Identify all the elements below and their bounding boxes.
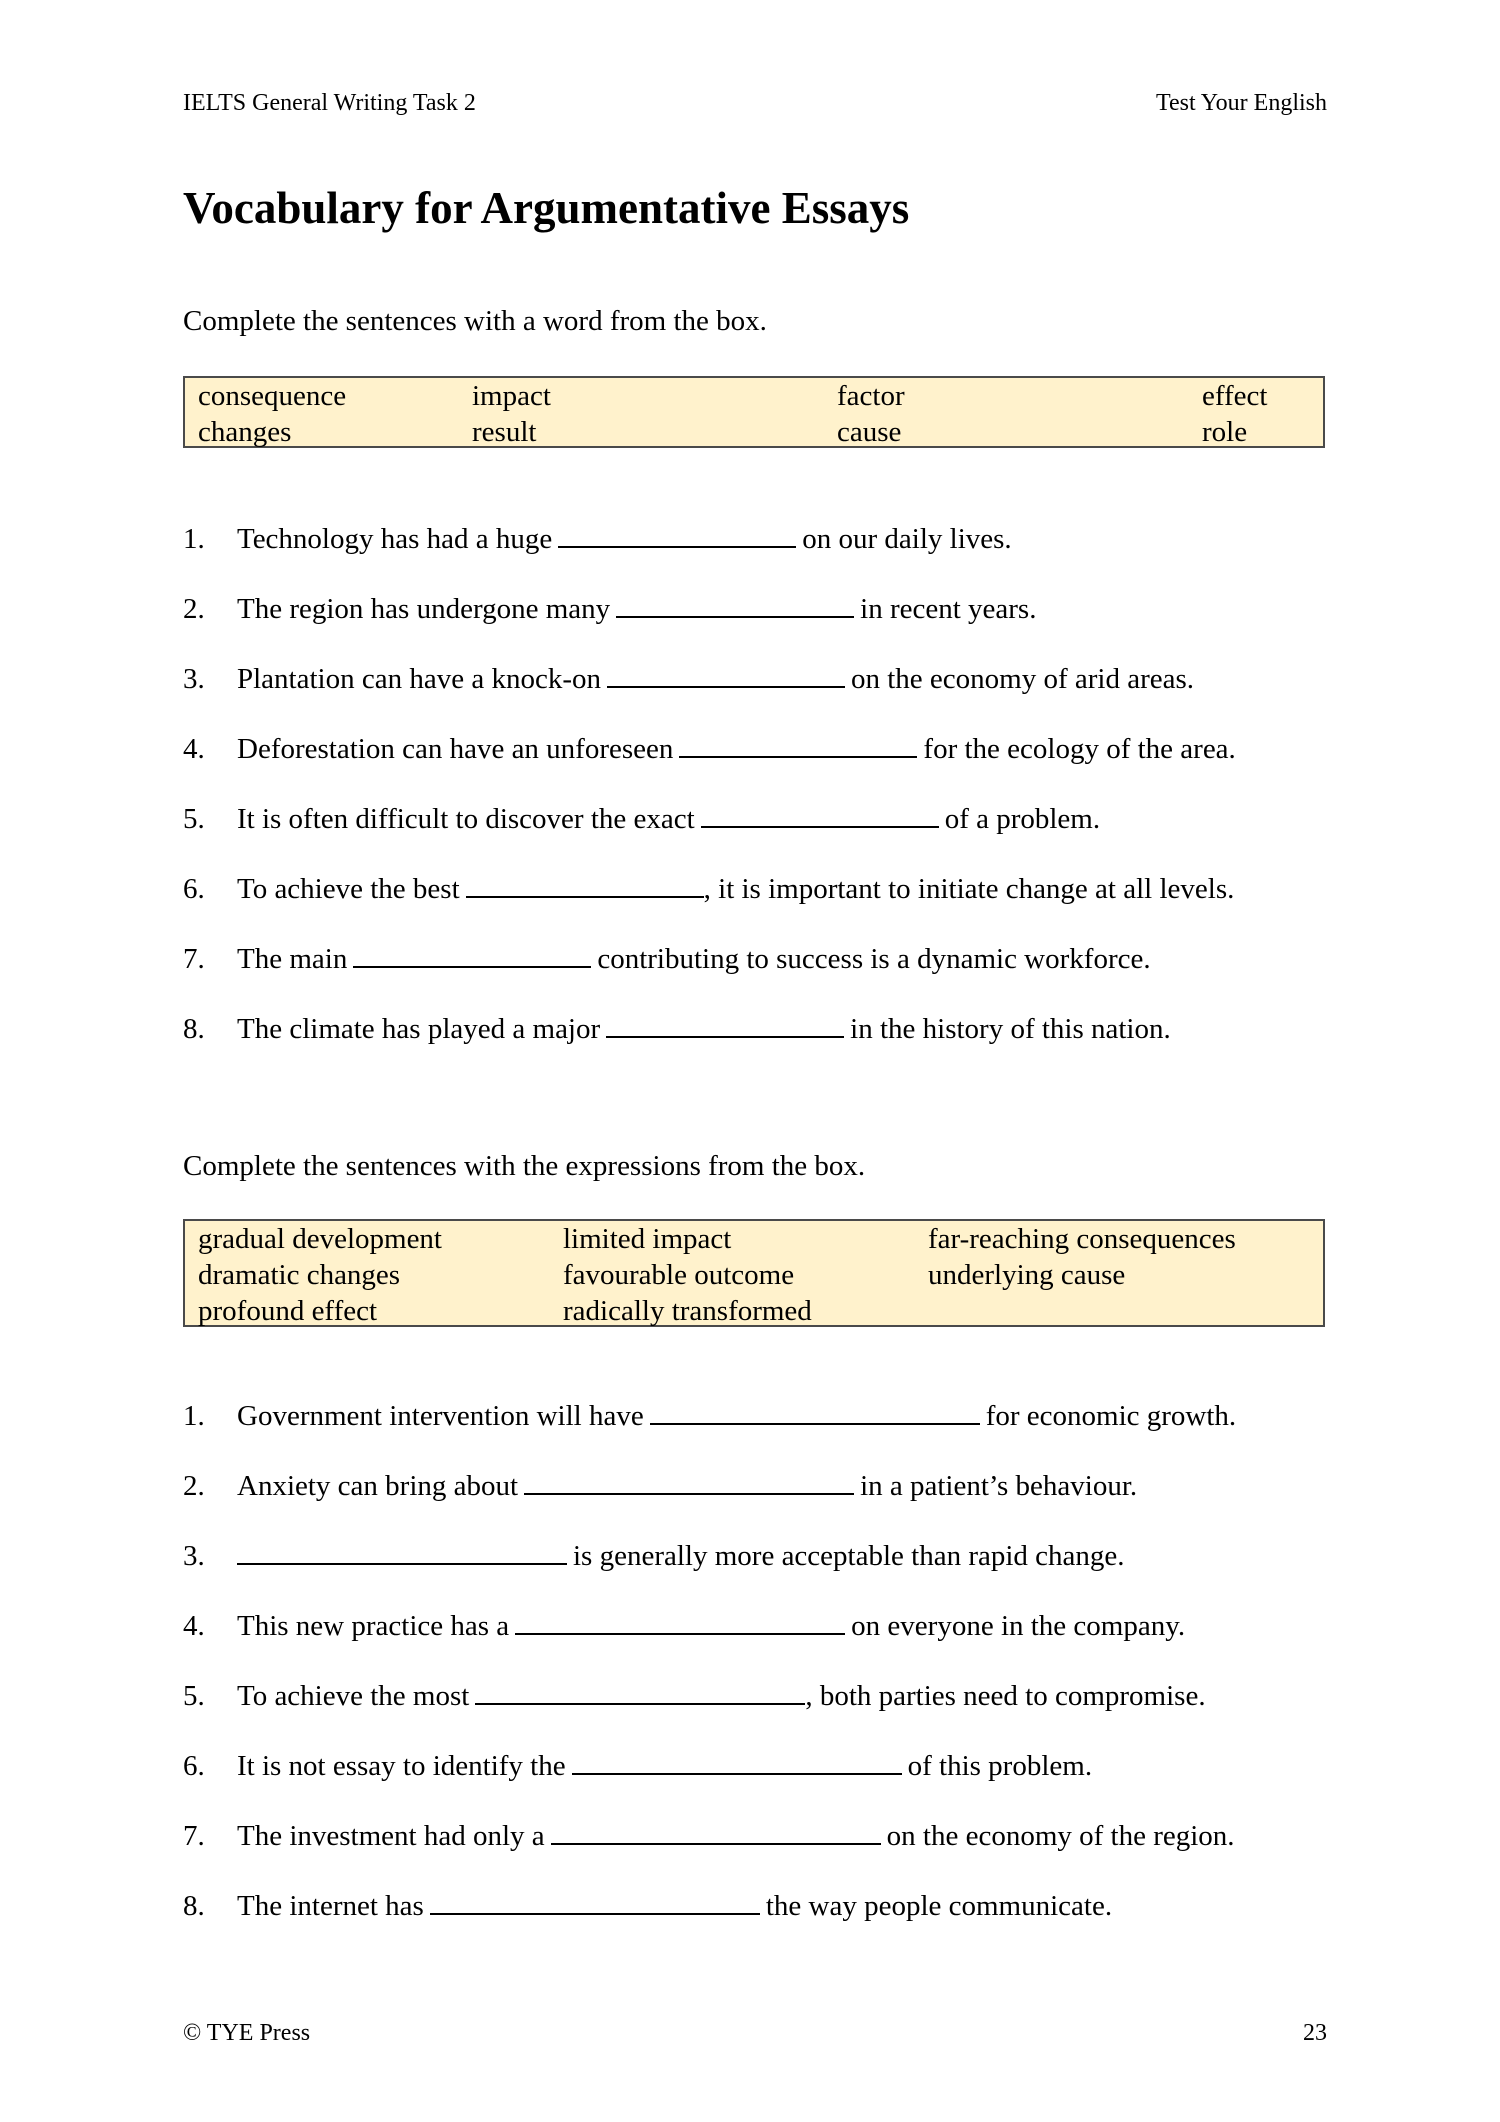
sentence-text-after: for economic growth.	[985, 1400, 1237, 1432]
sentence-text-after: contributing to success is a dynamic workforce.	[597, 943, 1151, 975]
sentence-text-before: To achieve the most	[237, 1680, 470, 1712]
sentence-text-after: on the economy of the region.	[886, 1820, 1235, 1852]
sentence-item	[183, 870, 1234, 906]
answer-blank[interactable]	[701, 800, 939, 828]
sentence-item	[183, 590, 1036, 626]
answer-blank[interactable]	[524, 1467, 854, 1495]
sentence-item	[183, 1397, 1236, 1433]
sentence-text-before: The main	[237, 943, 348, 975]
sentence-text-before: The region has undergone many	[237, 593, 611, 625]
item-number: 8.	[183, 1013, 205, 1045]
sentence-item	[183, 1607, 1185, 1643]
answer-blank[interactable]	[237, 1537, 567, 1565]
item-number: 6.	[183, 1750, 205, 1782]
item-number: 2.	[183, 593, 205, 625]
item-number: 3.	[183, 1540, 205, 1572]
sentence-item	[183, 800, 1100, 836]
sentence-item	[183, 1887, 1112, 1923]
sentence-text-after: of a problem.	[944, 803, 1101, 835]
expression-box-item: limited impact	[563, 1223, 732, 1255]
answer-blank[interactable]	[679, 730, 917, 758]
sentence-text-after: on everyone in the company.	[851, 1610, 1186, 1642]
word-box-item: factor	[837, 380, 905, 412]
item-number: 2.	[183, 1470, 205, 1502]
section2-instruction: Complete the sentences with the expressions from the box.	[183, 1150, 866, 1182]
sentence-item	[183, 1537, 1125, 1573]
expression-box-item: radically transformed	[563, 1295, 812, 1327]
expression-box-item: underlying cause	[928, 1259, 1126, 1291]
sentence-item	[183, 1467, 1137, 1503]
answer-blank[interactable]	[650, 1397, 980, 1425]
footer-copyright: © TYE Press	[183, 2020, 311, 2046]
item-number: 1.	[183, 523, 205, 555]
answer-blank[interactable]	[353, 940, 591, 968]
sentence-text-before: It is often difficult to discover the exact	[237, 803, 695, 835]
word-box-item: effect	[1202, 380, 1268, 412]
sentence-item	[183, 1010, 1171, 1046]
answer-blank[interactable]	[466, 870, 704, 898]
expression-box-item: profound effect	[198, 1295, 378, 1327]
answer-blank[interactable]	[430, 1887, 760, 1915]
sentence-text-after: is generally more acceptable than rapid change.	[573, 1540, 1125, 1572]
word-box-item: changes	[198, 416, 292, 448]
section1-instruction: Complete the sentences with a word from the box.	[183, 305, 767, 337]
sentence-text-after: , both parties need to compromise.	[805, 1680, 1206, 1712]
expression-box-row	[198, 1257, 1323, 1293]
sentence-text-before: Plantation can have a knock-on	[237, 663, 601, 695]
sentence-item	[183, 520, 1012, 556]
answer-blank[interactable]	[475, 1677, 805, 1705]
word-box-item: consequence	[198, 380, 347, 412]
item-number: 6.	[183, 873, 205, 905]
answer-blank[interactable]	[558, 520, 796, 548]
sentence-text-after: , it is important to initiate change at all levels.	[703, 873, 1235, 905]
sentence-item	[183, 660, 1194, 696]
item-number: 7.	[183, 943, 205, 975]
answer-blank[interactable]	[606, 1010, 844, 1038]
sentence-item	[183, 730, 1236, 766]
sentence-text-before: The investment had only a	[237, 1820, 545, 1852]
item-number: 3.	[183, 663, 205, 695]
answer-blank[interactable]	[607, 660, 845, 688]
expression-box-item: dramatic changes	[198, 1259, 401, 1291]
page-title: Vocabulary for Argumentative Essays	[183, 183, 910, 233]
sentence-text-before: This new practice has a	[237, 1610, 510, 1642]
word-box-row	[198, 414, 1323, 450]
item-number: 5.	[183, 803, 205, 835]
sentence-text-after: in recent years.	[860, 593, 1037, 625]
answer-blank[interactable]	[515, 1607, 845, 1635]
expression-box-row	[198, 1293, 1323, 1329]
sentence-text-after: of this problem.	[907, 1750, 1093, 1782]
sentence-item	[183, 1747, 1092, 1783]
sentence-text-after: on the economy of arid areas.	[851, 663, 1195, 695]
answer-blank[interactable]	[551, 1817, 881, 1845]
sentence-text-before: Deforestation can have an unforeseen	[237, 733, 674, 765]
word-box-item: cause	[837, 416, 902, 448]
sentence-text-before: Government intervention will have	[237, 1400, 644, 1432]
sentence-item	[183, 1817, 1235, 1853]
item-number: 5.	[183, 1680, 205, 1712]
sentence-text-after: the way people communicate.	[765, 1890, 1113, 1922]
expression-box-item: far-reaching consequences	[928, 1223, 1236, 1255]
expression-box-item: gradual development	[198, 1223, 442, 1255]
item-number: 4.	[183, 733, 205, 765]
sentence-text-before: The climate has played a major	[237, 1013, 601, 1045]
expression-box-row	[198, 1221, 1323, 1257]
expression-box	[183, 1219, 1325, 1327]
word-box-item: result	[472, 416, 537, 448]
item-number: 8.	[183, 1890, 205, 1922]
word-box	[183, 376, 1325, 448]
sentence-text-before: Technology has had a huge	[237, 523, 553, 555]
word-box-row	[198, 378, 1323, 414]
item-number: 4.	[183, 1610, 205, 1642]
running-header-title: IELTS General Writing Task 2	[183, 90, 476, 116]
expression-box-item	[928, 1293, 1308, 1329]
sentence-text-before: To achieve the best	[237, 873, 460, 905]
running-header-series: Test Your English	[1155, 90, 1327, 116]
sentence-text-before: Anxiety can bring about	[237, 1470, 519, 1502]
sentence-item	[183, 940, 1151, 976]
answer-blank[interactable]	[572, 1747, 902, 1775]
page-number: 23	[1303, 2020, 1327, 2046]
sentence-text-before: It is not essay to identify the	[237, 1750, 566, 1782]
sentence-text-after: on our daily lives.	[802, 523, 1012, 555]
answer-blank[interactable]	[616, 590, 854, 618]
sentence-text-after: in a patient’s behaviour.	[860, 1470, 1138, 1502]
sentence-text-after: for the ecology of the area.	[923, 733, 1236, 765]
item-number: 1.	[183, 1400, 205, 1432]
sentence-text-after: in the history of this nation.	[850, 1013, 1171, 1045]
expression-box-item: favourable outcome	[563, 1259, 795, 1291]
word-box-item: role	[1202, 416, 1248, 448]
item-number: 7.	[183, 1820, 205, 1852]
word-box-item: impact	[472, 380, 551, 412]
sentence-item	[183, 1677, 1206, 1713]
sentence-text-before: The internet has	[237, 1890, 424, 1922]
